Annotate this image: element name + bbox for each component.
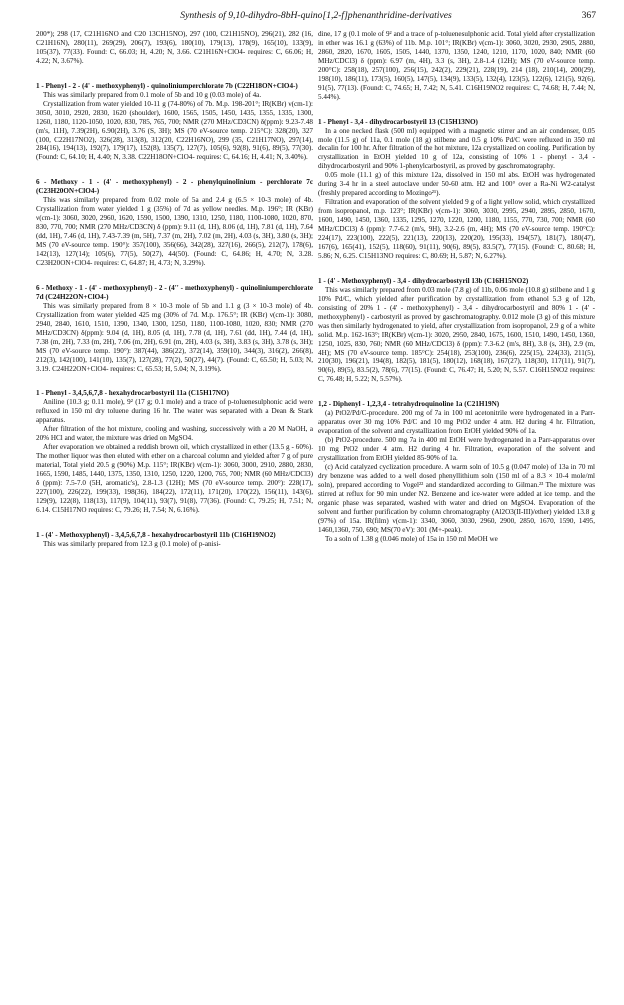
- paragraph: (c) Acid catalyzed cyclization procedure. A warm soln of 10.5 g (0.047 mole) of 13a in 70 ml dry benzene was added to a well dosed phenyllithium soln (150 ml of a 8.3 × 10-4 mole/ml soln), prepared according to Vogel²² and standardized according to Gilman.²³ The mixture was stirred at reflux for 90 min under N2. Benzene and ice-water were added at ice temp. and the organic phase was separated, washed with water and dried on MgSO4. Evaporation of the solvent and further purification by column chromatography (Al2O3(II-III)/ether) yielded 13.8 g (97%) of 15a. IR(film) ν(cm-1): 3340, 3060, 3030, 2960, 2900, 2850, 1670, 1590, 1495, 1460,1360, 750, 690; MS(70 eV): 301 (M+-peak).: [318, 462, 595, 534]
- paragraph: To a soln of 1.38 g (0.046 mole) of 15a in 150 ml MeOH we: [325, 534, 498, 543]
- paragraph: This was similarly prepared from 0.03 mole (7.8 g) of 11b, 0.06 mole (10.8 g) stilbene and 1 g 10% Pd/C, which yielded after purification by crystallization from ethanol 5.3 g of 12b, consisting of 20% 1 - (4' - methoxyphenyl) - 3,4 - dihydrocarbostyril and 80% 1 - (4' - methoxyphenyl) - carbostyril as proved by gaschromatography. 0.012 mole (3 g) of this mixture was then similarly hydrogenated to yield, after crystallization from isopropanol, 2.9 g of a white solid. M.p. 162-163°; IR(KBr) ν(cm-1): 3020, 2950, 2840, 1675, 1600, 1510, 1490, 1450, 1360, 1250, 1025, 830, 760; NMR (60 MHz/CDCl3) δ (ppm): 7.3-6.2 (m's, 8H), 3.8 (s, 3H), 2.9 (m, 4H); MS (70 eV-source temp. 185°C): 254(18), 253(100), 236(6), 225(15), 224(33), 211(5), 210(30), 196(21), 194(8), 182(5), 181(5), 180(12), 168(18), 167(27), 118(30), 117(11), 91(7), 90(6), 89(5), 83.5(2), 78(6), 77(15). (Found: C, 76.47; H, 5.20; N, 5.57. C16H15NO2 requires: C, 76.48; H, 5.22; N, 5.57%).: [318, 285, 595, 384]
- compound-heading: 1 - (4' - Methoxyphenyl) - 3,4 - dihydrocarbostyril 13b (C16H15NO2): [318, 276, 529, 285]
- paragraph: In a one necked flask (500 ml) equipped with a magnetic stirrer and an air condenser, 0.05 mole (11.5 g) of 11a, 0.1 mole (18 g) stilbene and 0.5 g 10% Pd/C were refluxed in 350 ml decalin for 100 hr. After filtration of the hot mixture, 12a crystallized on cooling. Purification by crystallization in EtOH yielded 10 g of 12a, consisting of 10% 1 - phenyl - 3,4 - dihydrocarbostyril and 90% 1-phenylcarbostyril, as proved by gaschromatography.: [318, 126, 595, 171]
- running-header: [36, 10, 596, 26]
- paragraph: (b) PtO2-procedure. 500 mg 7a in 400 ml EtOH were hydrogenated in a Parr-apparatus over 10 mg PtO2 under 4 atm. H2 during 4 hr. Filtration, evaporation of the solvent and crystallization from EtOH yielded 85-90% of 1a.: [318, 436, 595, 463]
- paragraph: This was similarly prepared from 12.3 g (0.1 mole) of p-anisi-: [43, 539, 221, 548]
- compound-heading: 6 - Methoxy - 1 - (4' - methoxyphenyl) - 2 - (4'' - methoxyphenyl) - quinoliniumperchlorate 7d (C24H22ON+ClO4-): [36, 283, 313, 301]
- paragraph: Aniline (10.3 g; 0.11 mole), 9² (17 g; 0.1 mole) and a trace of p-toluenesulphonic acid were refluxed in 150 ml dry toluene during 16 hr. The water was separated with a Dean & Stark apparatus.: [36, 398, 313, 425]
- compound-heading: 1 - Phenyl - 3,4,5,6,7,8 - hexahydrocarbostyril 11a (C15H17NO): [36, 389, 229, 398]
- section-gap: [36, 373, 313, 381]
- right-column: [318, 30, 595, 544]
- paragraph: Crystallization from water yielded 10-11 g (74-80%) of 7b. M.p. 198-201°; IR(KBr) ν(cm-1): 3050, 3010, 2920, 2830, 1620 (shoulder), 1600, 1565, 1505, 1450, 1435, 1355, 1335, 1300, 1260, 1180, 1120-1050, 1020, 830, 785, 765, 700; NMR (270 MHz/CD3CN) δ(ppm): 9.23-7.48 (m's, 11H), 7.39(2H), 6.90(2H), 3.76 (S, 3H); MS (70 eV-source temp. 215°C): 328(20), 327 (100, C22H17NO2), 326(28), 313(8), 312(20, C22H16NO), 299 (35, C21H17NO), 297(14), 284(16), 194(13), 192(7), 179(17), 152(8), 135(7), 127(7), 105(6), 92(8), 91(6), 89(5), 77(30). (Found: C, 64.10; H, 4.40; N, 3.38. C22H18ON+ClO4- requires: C, 64.16; H, 4.41; N, 3.40%).: [36, 99, 313, 162]
- paragraph: This was similarly prepared from 0.1 mole of 5b and 10 g (0.03 mole) of 4a.: [43, 90, 262, 99]
- section-gap: [318, 102, 595, 110]
- compound-heading: 1 - Phenyl - 3,4 - dihydrocarbostyril 13 (C15H13NO): [318, 117, 478, 126]
- compound-heading: 1 - (4' - Methoxyphenyl) - 3,4,5,6,7,8 - hexahydrocarbostyril 11b (C16H19NO2): [36, 530, 276, 539]
- paragraph: (a) PtO2/Pd/C-procedure. 200 mg of 7a in 100 ml acetonitrile were hydrogenated in a Parr-apparatus over 30 mg 10% Pd/C and 10 mg PtO2 under 4 atm. H2 during 4 hr. Filtration, evaporation of the solvent and crystallization from EtOH yielded 90% of 1a.: [318, 409, 595, 436]
- paragraph: Filtration and evaporation of the solvent yielded 9 g of a light yellow solid, which crystallized from isopropanol, m.p. 123°; IR(KBr) ν(cm-1): 3060, 3030, 2995, 2940, 2895, 2850, 1670, 1600, 1490, 1450, 1360, 1335, 1295, 1270, 1220, 1200, 1180, 1155, 770, 730, 700; NMR (60 MHz/CDCl3) δ (ppm): 7.7-6.2 (m's, 9H), 3.2-2.6 (m, 4H); MS (70 eV-source temp. 190°C): 224(17), 223(100), 222(5), 221(13), 220(13), 220(20), 195(33), 194(57), 181(7), 180(47), 167(6), 165(41), 152(5), 118(60), 91(11), 90(6), 89(5), 83.5(7), 77(15). (Found: C, 80.68; H, 5.86; N, 6.25. C15H13NO requires: C, 80.69; H, 5.87; N, 6.27%).: [318, 198, 595, 260]
- left-column: [36, 30, 313, 549]
- page-number: 367: [581, 10, 596, 21]
- paragraph: This was similarly prepared from 0.02 mole of 5a and 2.4 g (6.5 × 10-3 mole) of 4b. Crystallization from water yielded 1 g (35%) of 7d as yellow needles. M.p. 196°; IR (KBr) ν(cm-1): 3060, 3020, 2960, 1620, 1590, 1500, 1390, 1310, 1250, 1180, 1100-1080, 1020, 870, 830, 770, 700; NMR (270 MHz/CD3CN) δ (ppm): 9.11 (d, 1H), 8.06 (d, 1H), 7.81 (d, 1H), 7.64 (dd, 1H), 7.46 (d, 1H), 7.43-7.39 (m, 5H), 7.37 (m, 2H), 7.02 (m, 2H), 4.03 (s, 3H), 3.80 (s, 3H); MS (70 eV-source temp. 190°): 357(100), 356(66), 342(28), 327(16), 266(5), 212(7), 178(6), 142(13), 127(14); 105(6), 77(5), 50(27), 44(50). (Found: C, 64.86; H, 4.70; N, 3.28. C23H20ON+ClO4- requires: C, 64.87; H, 4.73; N, 3.29%).: [36, 196, 313, 267]
- section-gap: [36, 268, 313, 276]
- section-gap: [36, 162, 313, 170]
- section-gap: [36, 515, 313, 523]
- section-gap: [36, 66, 313, 74]
- paragraph: dine, 17 g (0.1 mole of 9² and a trace of p-toluenesulphonic acid. Total yield after crystallization in ether was 16.1 g (63%) of 11b. M.p. 101°; IR(KBr) ν(cm-1): 3060, 3020, 2930, 2905, 2880, 2860, 2820, 1670, 1605, 1505, 1440, 1370, 1350, 1240, 1210, 1170, 1020, 840; NMR (60 MHz/CDCl3) δ (ppm): 6.97 (m, 4H), 3.3 (s, 3H), 2.8-1.4 (12H); MS (70 eV-source temp. 200°C): 258(18), 257(100), 256(15), 242(2), 229(21), 228(19), 214 (18), 210(14), 200(29), 198(10), 186(11), 173(5), 160(5), 147(5), 134(9), 133(5), 132(4), 123(5), 122(6), 121(5), 92(6), 91(5), 77(13). (Found: C, 74.65; H, 7.42; N, 5.41. C16H19NO2 requires: C, 74.68; H, 7.44; N, 5.44%).: [318, 30, 595, 101]
- paragraph: After evaporation we obtained a reddish brown oil, which crystallized in ether (13.5 g - 60%). The mother liquor was then eluted with ether on a charcoal column and yielded after 7 g of pure material, Total yield 20.5 g (90%) M.p. 115°; IR(KBr) ν(cm-1): 3060, 3000, 2910, 2880, 2830, 1665, 1590, 1485, 1440, 1375, 1350, 1310, 1250, 1220, 1200, 765, 700; NMR (60 MHz/CDCl3) δ (ppm): 7.5-7.0 (5H, aromatic's), 2.8-1.3 (12H); MS (70 eV-source temp. 200°): 228(17), 227(100), 226(22), 199(33), 198(36), 184(22), 172(11), 171(20), 170(22), 156(11), 143(6), 129(9), 122(8), 118(13), 117(9), 104(11), 93(7), 91(8), 77(36). (Found: C, 79.25; H, 7.51; N, 6.14. C15H17NO requires: C, 79.26; H, 7.54; N, 6.16%).: [36, 443, 313, 514]
- paragraph: After filtration of the hot mixture, cooling and washing, successively with a 20 M NaOH, a 20% HCl and water, the mixture was dried on MgSO4.: [36, 425, 313, 443]
- paragraph: 0.05 mole (11.1 g) of this mixture 12a, dissolved in 150 ml abs. EtOH was hydrogenated during 3-4 hr in a steel autoclave under 50-60 atm. H2 and 100° over a Ra-Ni W2-catalyst (freshly prepared according to Mozingo²¹).: [318, 171, 595, 198]
- compound-heading: 1 - Phenyl - 2 - (4' - methoxyphenyl) - quinoliniumperchlorate 7b (C22H18ON+ClO4-): [36, 81, 298, 90]
- paragraph: 200*); 298 (17, C21H16NO and C20 13CH15NO), 297 (100, C21H15NO), 296(21), 282 (16, C21H16N), 280(11), 269(29), 206(7), 193(6), 180(10), 179(13), 178(9), 165(10), 133(9), 105(37), 77(33). Found: C, 66.03; H, 4.20; N, 3.66. C21H16N+ClO4- requires: C, 66.06; H, 4.22; N, 3.67%).: [36, 30, 313, 65]
- section-gap: [318, 261, 595, 269]
- running-title: Synthesis of 9,10-dihydro-8bH-quino[1,2-f]phenanthridine-derivatives: [180, 10, 452, 21]
- section-gap: [318, 384, 595, 392]
- compound-heading: 1,2 - Diphenyl - 1,2,3,4 - tetrahydroquinoline 1a (C21H19N): [318, 400, 500, 409]
- compound-heading: 6 - Methoxy - 1 - (4' - methoxyphenyl) - 2 - phenylquinolinium - perchlorate 7c (C23H20ON+ClO4-): [36, 178, 313, 196]
- paragraph: This was similarly prepared from 8 × 10-3 mole of 5b and 1.1 g (3 × 10-3 mole) of 4b. Crystallization from water yielded 425 mg (30% of 7d. M.p. 176.5°; IR (KBr) ν(cm-1): 3080, 2940, 2840, 1610, 1510, 1390, 1340, 1300, 1250, 1180, 1100-1080, 1020, 830; NMR (270 MHz/CD3CN) δ(ppm): 9.04 (d, 1H), 8.05 (d, 1H), 7.78 (d, 1H), 7.61 (dd, 1H), 7.44 (d, 1H), 7.38 (m, 2H), 7.33 (m, 2H), 7.06 (m, 2H), 6.91 (m, 2H), 4.03 (s, 3H), 3.83 (s, 3H), 3.78 (s, 3H); MS (70 eV-source temp. 190°): 387(44), 386(22), 372(14), 359(10), 344(3), 316(2), 266(8), 212(3), 142(100), 141(10), 135(7), 127(28), 77(2), 50(27), 44(7). (Found: C, 65.50; H, 5.03; N, 3.19. C24H22ON+ClO4- requires: C, 65.53; H, 5.04; N, 3.19%).: [36, 301, 313, 373]
